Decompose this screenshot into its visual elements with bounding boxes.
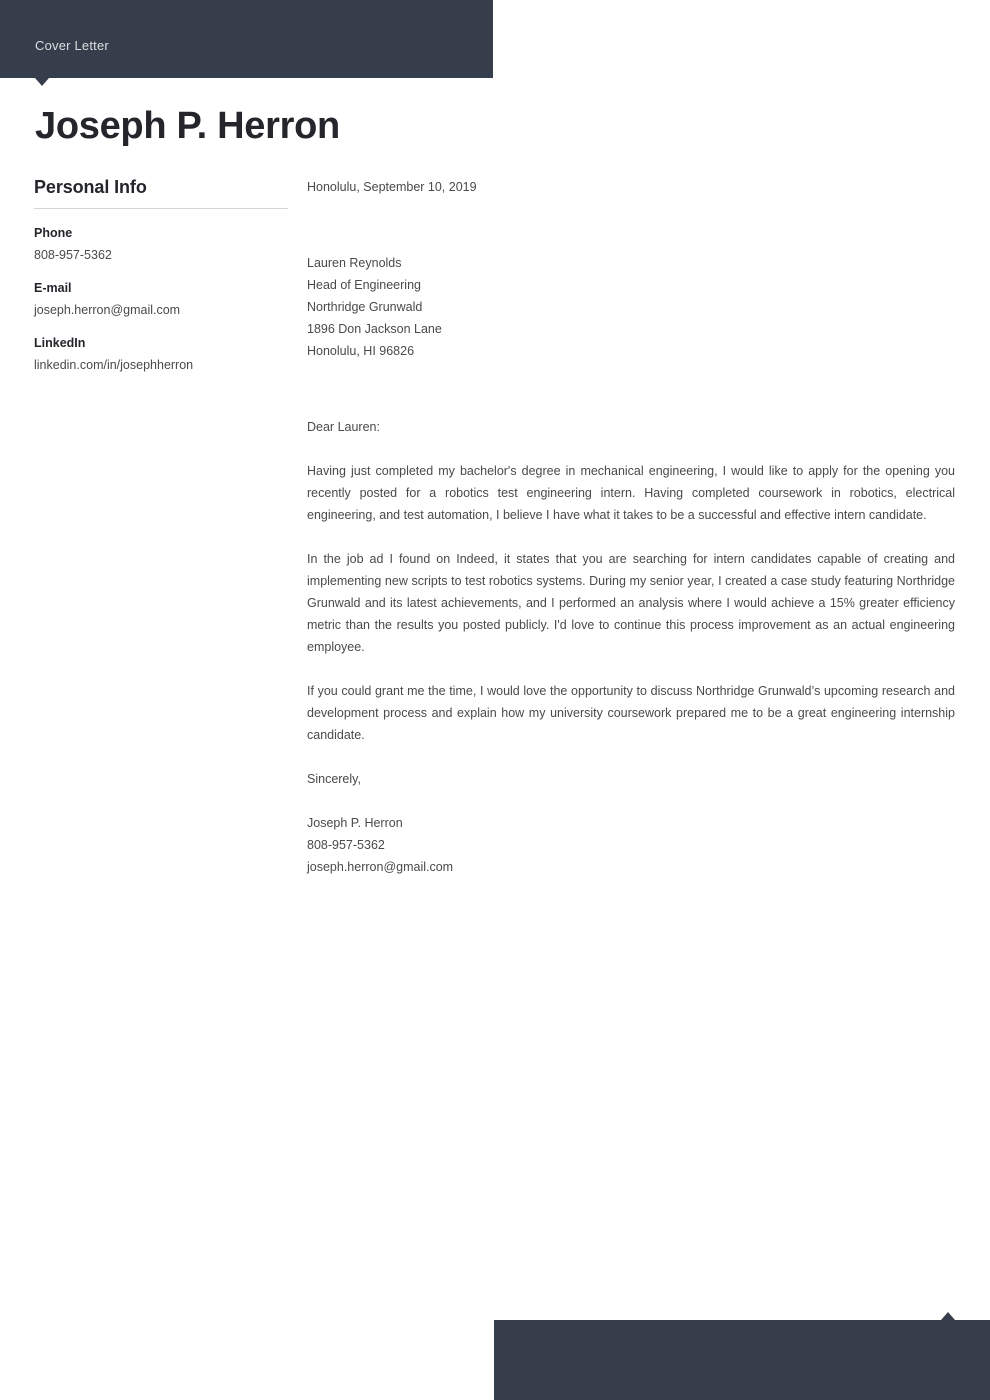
info-label-phone: Phone (34, 226, 73, 240)
recipient-title: Head of Engineering (307, 278, 421, 292)
letter-paragraph-1: Having just completed my bachelor's degree in mechanical engineering, I would like to apply for the opening you recently posted for a robotics test engineering intern. Having completed coursework in robotics, electrical engineering, and test automation, I believe I have what it takes to be a successful and effective intern candidate. (307, 464, 955, 522)
letter-paragraph-3: If you could grant me the time, I would love the opportunity to discuss Northridge Grunwald’s upcoming research and development process and explain how my university coursework prepared me to be a great engineering internship candidate. (307, 684, 955, 742)
letter-salutation: Dear Lauren: (307, 420, 380, 434)
header-triangle-notch-icon (35, 78, 49, 86)
info-label-linkedin: LinkedIn (34, 336, 86, 350)
footer-banner (494, 1320, 990, 1400)
recipient-name: Lauren Reynolds (307, 256, 402, 270)
letter-paragraph-2: In the job ad I found on Indeed, it states that you are searching for intern candidates capable of creating and implementing new scripts to test robotics systems. During my senior year, I created a case study featuring Northridge Grunwald and its latest achievements, and I performed an analysis where I would achieve a 15% greater efficiency metric than the results you posted publicly. I'd love to continue this process improvement as an actual engineering employee. (307, 552, 955, 654)
letter-body (307, 176, 955, 878)
info-entry-phone (34, 225, 288, 264)
header-banner (0, 0, 493, 78)
info-value-linkedin[interactable]: linkedin.com/in/josephherron (34, 358, 194, 372)
letter-date: Honolulu, September 10, 2019 (307, 180, 477, 194)
recipient-company: Northridge Grunwald (307, 300, 423, 314)
personal-info-sidebar (34, 176, 288, 374)
info-label-email: E-mail (34, 281, 72, 295)
personal-info-heading: Personal Info (34, 176, 288, 209)
recipient-street: 1896 Don Jackson Lane (307, 322, 442, 336)
letter-closing: Sincerely, (307, 772, 361, 786)
info-entry-linkedin (34, 335, 288, 374)
signature-block (307, 812, 955, 878)
signature-email[interactable]: joseph.herron@gmail.com (307, 860, 454, 874)
info-value-email[interactable]: joseph.herron@gmail.com (34, 303, 181, 317)
info-entry-email (34, 280, 288, 319)
recipient-city-state-zip: Honolulu, HI 96826 (307, 344, 415, 358)
info-value-phone: 808-957-5362 (34, 248, 112, 262)
signature-phone: 808-957-5362 (307, 838, 385, 852)
signature-name: Joseph P. Herron (307, 816, 403, 830)
document-type-label: Cover Letter (35, 38, 109, 53)
footer-triangle-notch-icon (941, 1312, 955, 1320)
recipient-address-block (307, 252, 955, 362)
applicant-name-heading: Joseph P. Herron (35, 105, 340, 147)
